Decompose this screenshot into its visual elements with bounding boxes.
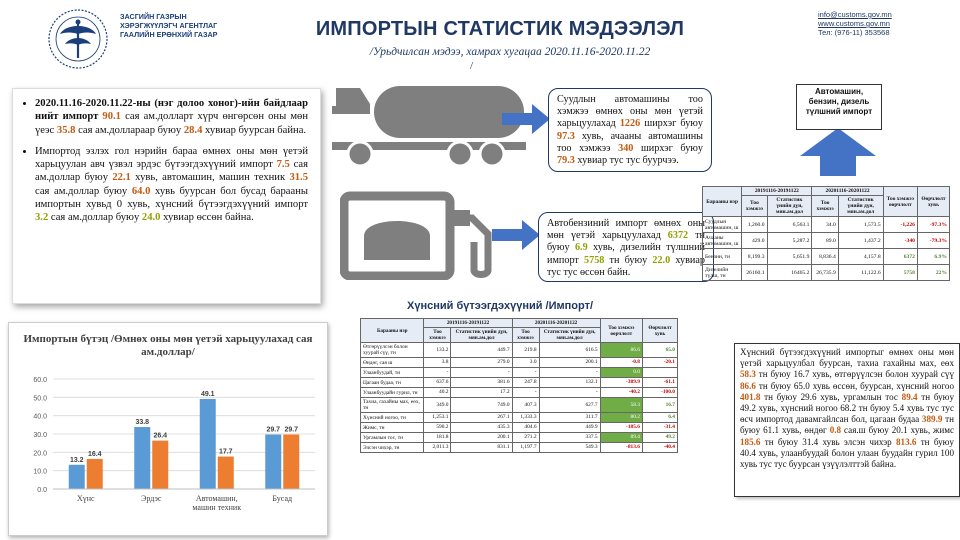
food-table-title: Хүнсний бүтээгдэхүүний /Импорт/ — [407, 300, 594, 312]
t2-header-val1: Статистик үнийн дүн, мян.ам.дол — [451, 328, 512, 343]
summary-paragraph-2: • Импортод эзлэх гол нэрийн бараа өмнөх оны мөн үетэй харьцуулан авч үзвэл эрдэс бүтээгдэхүүний импорт 7.5 сая ам.доллар буюу 22.1 хувь, автомашин, машин техник 31.5 сая ам.доллар буюу 64.0 хувь буурсан бол бусад барааны импортын хувьд 0 хувь, хүнсний бүтээгдэхүүний импорт 3.2 сая ам.доллар буюу 24.0 хувиар өссөн байна. — [35, 145, 308, 225]
food-import-table — [360, 318, 678, 453]
t2-cell-v2: 200.1 — [539, 358, 600, 368]
contact-info — [818, 10, 928, 37]
data-label: 17.7 — [218, 448, 233, 456]
t2-cell-v1: 279.0 — [451, 358, 512, 368]
t2-row — [361, 378, 678, 388]
t2-cell-q2: - — [512, 368, 539, 378]
t2-cell-name: Элсэн чихэр, тн — [361, 443, 424, 453]
t2-cell-v1: - — [451, 368, 512, 378]
t2-header-goods: Барааны нэр — [361, 319, 424, 343]
fuel-callout: Автобензиний импорт өмнөх оны мөн үетэй харьцуулахад 6372 тн буюу 6.9 хувь, дизелийн түлшний импорт 5758 тн буюу 22.0 хувиар тус тус өссөн байн. — [538, 212, 714, 282]
arrow-up-icon — [800, 128, 876, 181]
t1-cell-v1: 16465.2 — [767, 265, 812, 281]
y-tick-label: 10.0 — [33, 468, 47, 476]
t1-row — [703, 217, 950, 233]
t2-cell-q1: 3.8 — [424, 358, 451, 368]
t2-cell-q1: 637.6 — [424, 378, 451, 388]
t2-cell-q2: 1,197.7 — [512, 443, 539, 453]
t1-cell-name: Ачааны автомашин, ш — [703, 233, 742, 249]
t1-cell-p: -97.3% — [917, 217, 949, 233]
data-label: 13.2 — [69, 456, 84, 464]
t1-row — [703, 265, 950, 281]
page-title: ИМПОРТЫН СТАТИСТИК МЭДЭЭЛЭЛ — [315, 18, 685, 40]
t2-cell-p: -20.1 — [642, 358, 677, 368]
t2-cell-v1: 381.6 — [451, 378, 512, 388]
t1-header-qty2: Тоо хэмжээ — [812, 196, 838, 217]
t1-row — [703, 233, 950, 249]
t2-cell-p: -31.4 — [642, 423, 677, 433]
t1-cell-q2: 8,836.4 — [812, 249, 838, 265]
t2-header-qty1: Тоо хэмжээ — [424, 328, 451, 343]
chart-bar — [283, 435, 299, 489]
t2-cell-q1: 2,011.3 — [424, 443, 451, 453]
t1-cell-d: -340 — [883, 233, 917, 249]
t2-cell-d: -813.6 — [600, 443, 642, 453]
t2-cell-v2: 616.5 — [539, 343, 600, 358]
t2-cell-name: Өтгөрүүлсэн болон хуурай сүү, тн — [361, 343, 424, 358]
t2-header-qty2: Тоо хэмжээ — [512, 328, 539, 343]
t2-cell-q2: - — [512, 388, 539, 398]
t2-cell-q1: 40.2 — [424, 388, 451, 398]
x-tick-label: Автомашин, — [195, 494, 238, 503]
x-tick-label: машин техник — [192, 503, 242, 512]
t1-cell-p: 6.9% — [917, 249, 949, 265]
t2-cell-p: -100.0 — [642, 388, 677, 398]
x-tick-label: Эрдэс — [141, 494, 162, 503]
agency-line-3: ГААЛИЙН ЕРӨНХИЙ ГАЗАР — [120, 30, 218, 39]
y-tick-label: 40.0 — [33, 413, 47, 421]
t1-cell-q1: 26160.1 — [742, 265, 767, 281]
data-label: 33.8 — [135, 419, 150, 427]
arrow-right-2-icon — [492, 220, 540, 255]
t1-header-period1: 20191116-20191122 — [742, 187, 812, 196]
t2-cell-name: Тахиа, гахайны мах, еөх, тн — [361, 398, 424, 413]
t2-cell-q2: 1,333.3 — [512, 413, 539, 423]
t2-cell-q1: 181.8 — [424, 433, 451, 443]
chart-title: Импортын бүтэц /Өмнөх оны мөн үетэй харьцуулахад сая ам.доллар/ — [23, 333, 313, 358]
chart-bar — [265, 435, 281, 489]
y-tick-label: 20.0 — [33, 450, 47, 458]
chart-bar — [69, 465, 85, 489]
chart-bar — [87, 459, 103, 489]
t2-cell-name: Улаанбуудай, тн — [361, 368, 424, 378]
t2-cell-d: 0.0 — [600, 368, 642, 378]
t1-header-diff: Тоо хэмжээ өөрчлөлт — [883, 187, 917, 217]
t2-cell-v2: - — [539, 388, 600, 398]
t2-cell-name: Цагаан будаа, тн — [361, 378, 424, 388]
t2-cell-v1: 831.1 — [451, 443, 512, 453]
data-label: 29.7 — [266, 426, 281, 434]
t1-header-pct: Өөрчлөлт хувь — [917, 187, 949, 217]
x-tick-label: Хүнс — [76, 494, 95, 503]
t2-cell-q2: 404.6 — [512, 423, 539, 433]
tanker-truck-icon — [330, 84, 530, 173]
t2-cell-q1: 349.0 — [424, 398, 451, 413]
t2-cell-name: Жимс, тн — [361, 423, 424, 433]
cars-callout: Суудлын автомашины тоо хэмжээ өмнөх оны мөн үетэй харьцуулахад 1226 ширхэг буюу 97.3 хувь, ачааны автомашины тоо хэмжээ 340 ширхэг буюу 79.3 хувиар тус тус буурчээ. — [548, 88, 712, 172]
t1-header-val2: Статистик үнийн дүн, мян.ам.дол — [838, 196, 883, 217]
vehicle-fuel-table — [702, 186, 950, 281]
t2-cell-v2: 449.9 — [539, 423, 600, 433]
t1-cell-name: Дизелийн түлш, тн — [703, 265, 742, 281]
t2-cell-d: 89.4 — [600, 433, 642, 443]
t1-header-val1: Статистик үнийн дүн, мян.ам.дол — [767, 196, 812, 217]
t2-cell-name: Өндөг, сая ш — [361, 358, 424, 368]
data-label: 16.4 — [87, 450, 102, 458]
t1-cell-p: 22% — [917, 265, 949, 281]
t2-cell-v1: 435.3 — [451, 423, 512, 433]
t2-cell-d: -389.9 — [600, 378, 642, 388]
t2-cell-v2: 627.7 — [539, 398, 600, 413]
t2-cell-q1: 590.2 — [424, 423, 451, 433]
data-label: 26.4 — [153, 432, 168, 440]
contact-email[interactable]: info@customs.gov.mn — [818, 10, 892, 19]
t2-cell-q2: 407.3 — [512, 398, 539, 413]
t2-header-diff: Тоо хэмжээ өөрчлөлт — [600, 319, 642, 343]
y-tick-label: 50.0 — [33, 395, 47, 403]
t1-cell-q1: 8,199.3 — [742, 249, 767, 265]
t2-row — [361, 358, 678, 368]
t2-cell-q2: 3.0 — [512, 358, 539, 368]
t1-cell-name: Бензин, тн — [703, 249, 742, 265]
agency-line-2: ХЭРЭГЖҮҮЛЭГЧ АГЕНТЛАГ — [120, 21, 218, 30]
t2-row — [361, 398, 678, 413]
t2-row — [361, 368, 678, 378]
t1-cell-v2: 4,157.8 — [838, 249, 883, 265]
t1-cell-q1: 1,260.0 — [742, 217, 767, 233]
t2-cell-v1: 17.2 — [451, 388, 512, 398]
t2-cell-p: 6.4 — [642, 413, 677, 423]
t2-header-period2: 20201116-20201122 — [512, 319, 600, 328]
t2-cell-q1: 1,253.1 — [424, 413, 451, 423]
t1-cell-v2: 1,573.5 — [838, 217, 883, 233]
t2-cell-d: -0.8 — [600, 358, 642, 368]
t2-cell-v1: 449.7 — [451, 343, 512, 358]
t2-header-val2: Статистик үнийн дүн, мян.ам.дол — [539, 328, 600, 343]
t2-cell-d: 80.2 — [600, 413, 642, 423]
chart-bar — [218, 457, 234, 489]
subtitle-end: / — [470, 60, 474, 72]
chart-bar — [152, 441, 168, 489]
t2-cell-q2: 247.8 — [512, 378, 539, 388]
t2-cell-v2: 132.1 — [539, 378, 600, 388]
t2-header-period1: 20191116-20191122 — [424, 319, 512, 328]
t1-cell-d: 6372 — [883, 249, 917, 265]
t1-cell-q2: 26,735.9 — [812, 265, 838, 281]
y-tick-label: 30.0 — [33, 432, 47, 439]
t1-cell-name: Суудлын автомашин, ш — [703, 217, 742, 233]
t2-cell-v1: 200.1 — [451, 433, 512, 443]
t2-cell-p: 49.2 — [642, 433, 677, 443]
t2-cell-name: Улаанбуудайн гурил, тн — [361, 388, 424, 398]
arrow-right-1-icon — [502, 104, 550, 139]
t2-cell-p: 16.7 — [642, 398, 677, 413]
t2-row — [361, 423, 678, 433]
t2-cell-q2: 271.2 — [512, 433, 539, 443]
t1-row — [703, 249, 950, 265]
t2-cell-v2: 337.5 — [539, 433, 600, 443]
y-tick-label: 60.0 — [33, 377, 47, 384]
t1-cell-v1: 5,651.9 — [767, 249, 812, 265]
t2-cell-v2: - — [539, 368, 600, 378]
t2-row — [361, 433, 678, 443]
t1-cell-d: -1,226 — [883, 217, 917, 233]
t1-cell-q2: 89.0 — [812, 233, 838, 249]
data-label: 49.1 — [200, 390, 215, 398]
summary-note — [12, 88, 321, 304]
agency-name — [120, 12, 230, 39]
data-label: 29.7 — [284, 426, 299, 434]
t2-cell-q2: 219.8 — [512, 343, 539, 358]
t1-cell-d: 5758 — [883, 265, 917, 281]
t2-cell-d: 58.3 — [600, 398, 642, 413]
chart-bar — [200, 399, 216, 489]
t2-cell-v2: 549.3 — [539, 443, 600, 453]
t1-cell-v1: 5,287.2 — [767, 233, 812, 249]
t1-cell-p: -79.3% — [917, 233, 949, 249]
chart-canvas — [9, 323, 327, 535]
contact-phone: Тел: (976-11) 353568 — [818, 28, 890, 37]
summary-paragraph-1: • 2020.11.16-2020.11.22-ны (нэг долоо хоног)-ийн байдлаар нийт импорт 90.1 сая ам.долларт хүрч өнгөрсөн оны мөн үеэс 35.8 сая ам.доллараар буюу 28.4 хувиар буурсан байна. — [35, 97, 308, 137]
t2-header-pct: Өөрчлөлт хувь — [642, 319, 677, 343]
t2-cell-d: 86.6 — [600, 343, 642, 358]
t1-header-period2: 20201116-20201122 — [812, 187, 883, 196]
t2-cell-d: -185.6 — [600, 423, 642, 433]
t2-cell-q1: 133.2 — [424, 343, 451, 358]
t1-cell-q2: 34.0 — [812, 217, 838, 233]
t2-cell-v1: 749.0 — [451, 398, 512, 413]
fuel-pump-icon — [340, 190, 500, 285]
t2-row — [361, 343, 678, 358]
vehicle-fuel-label: Автомашин, бензин, дизель түлшний импорт — [796, 84, 882, 130]
t2-row — [361, 413, 678, 423]
customs-logo — [48, 8, 108, 70]
t2-cell-v2: 311.7 — [539, 413, 600, 423]
agency-line-1: ЗАСГИЙН ГАЗРЫН — [120, 12, 187, 21]
t2-cell-v1: 267.1 — [451, 413, 512, 423]
import-structure-chart — [8, 322, 328, 536]
y-tick-label: 0.0 — [37, 487, 47, 494]
t2-row — [361, 388, 678, 398]
t2-cell-d: -40.2 — [600, 388, 642, 398]
t2-cell-p — [642, 368, 677, 378]
t2-cell-p: -40.4 — [642, 443, 677, 453]
t2-cell-p: 65.0 — [642, 343, 677, 358]
t1-header-qty1: Тоо хэмжээ — [742, 196, 767, 217]
t2-cell-q1: - — [424, 368, 451, 378]
t1-cell-q1: 429.0 — [742, 233, 767, 249]
t2-cell-name: Хүнсний ногоо, тн — [361, 413, 424, 423]
t2-row — [361, 443, 678, 453]
t1-cell-v2: 1,437.2 — [838, 233, 883, 249]
t1-cell-v1: 6,563.1 — [767, 217, 812, 233]
chart-bar — [134, 427, 150, 489]
page-subtitle: /Урьдчилсан мэдээ, хамрах хугацаа 2020.11.16-2020.11.22 — [369, 46, 651, 58]
t1-header-goods: Барааны нэр — [703, 187, 742, 217]
contact-web[interactable]: www.customs.gov.mn — [818, 19, 890, 28]
t1-cell-v2: 11,122.6 — [838, 265, 883, 281]
food-summary-textbox: Хүнсний бүтээгдэхүүний импортыг өмнөх оны мөн үетэй харьцуулбал буурсан, тахиа гахайны мах, еөх 58.3 тн буюу 16.7 хувь, өтгөрүүлсэн болон хуурай сүү 86.6 тн буюу 65.0 хувь өссөн, буурсан, хүнсний ногоо 401.8 тн буюу 29.6 хувь, ургамлын тос 89.4 тн буюу 49.2 хувь, хүнсний ногоо 68.2 тн буюу 5.4 хувь тус тус өсч импортод давамгайлсан бол, цагаан будаа 389.9 тн буюу 61.1 хувь, өндөг 0.8 сая.ш буюу 20.1 хувь, жимс 185.6 тн буюу 31.4 хувь элсэн чихэр 813.6 тн буюу 40.4 хувь, улаанбуудай болон улаан буудайн гурил 100 хувь тус тус буурсан үзүүлэлттэй байна. — [734, 343, 960, 497]
t2-cell-p: -61.1 — [642, 378, 677, 388]
x-tick-label: Бусад — [272, 494, 293, 503]
t2-cell-name: Ургамлын тос, тн — [361, 433, 424, 443]
